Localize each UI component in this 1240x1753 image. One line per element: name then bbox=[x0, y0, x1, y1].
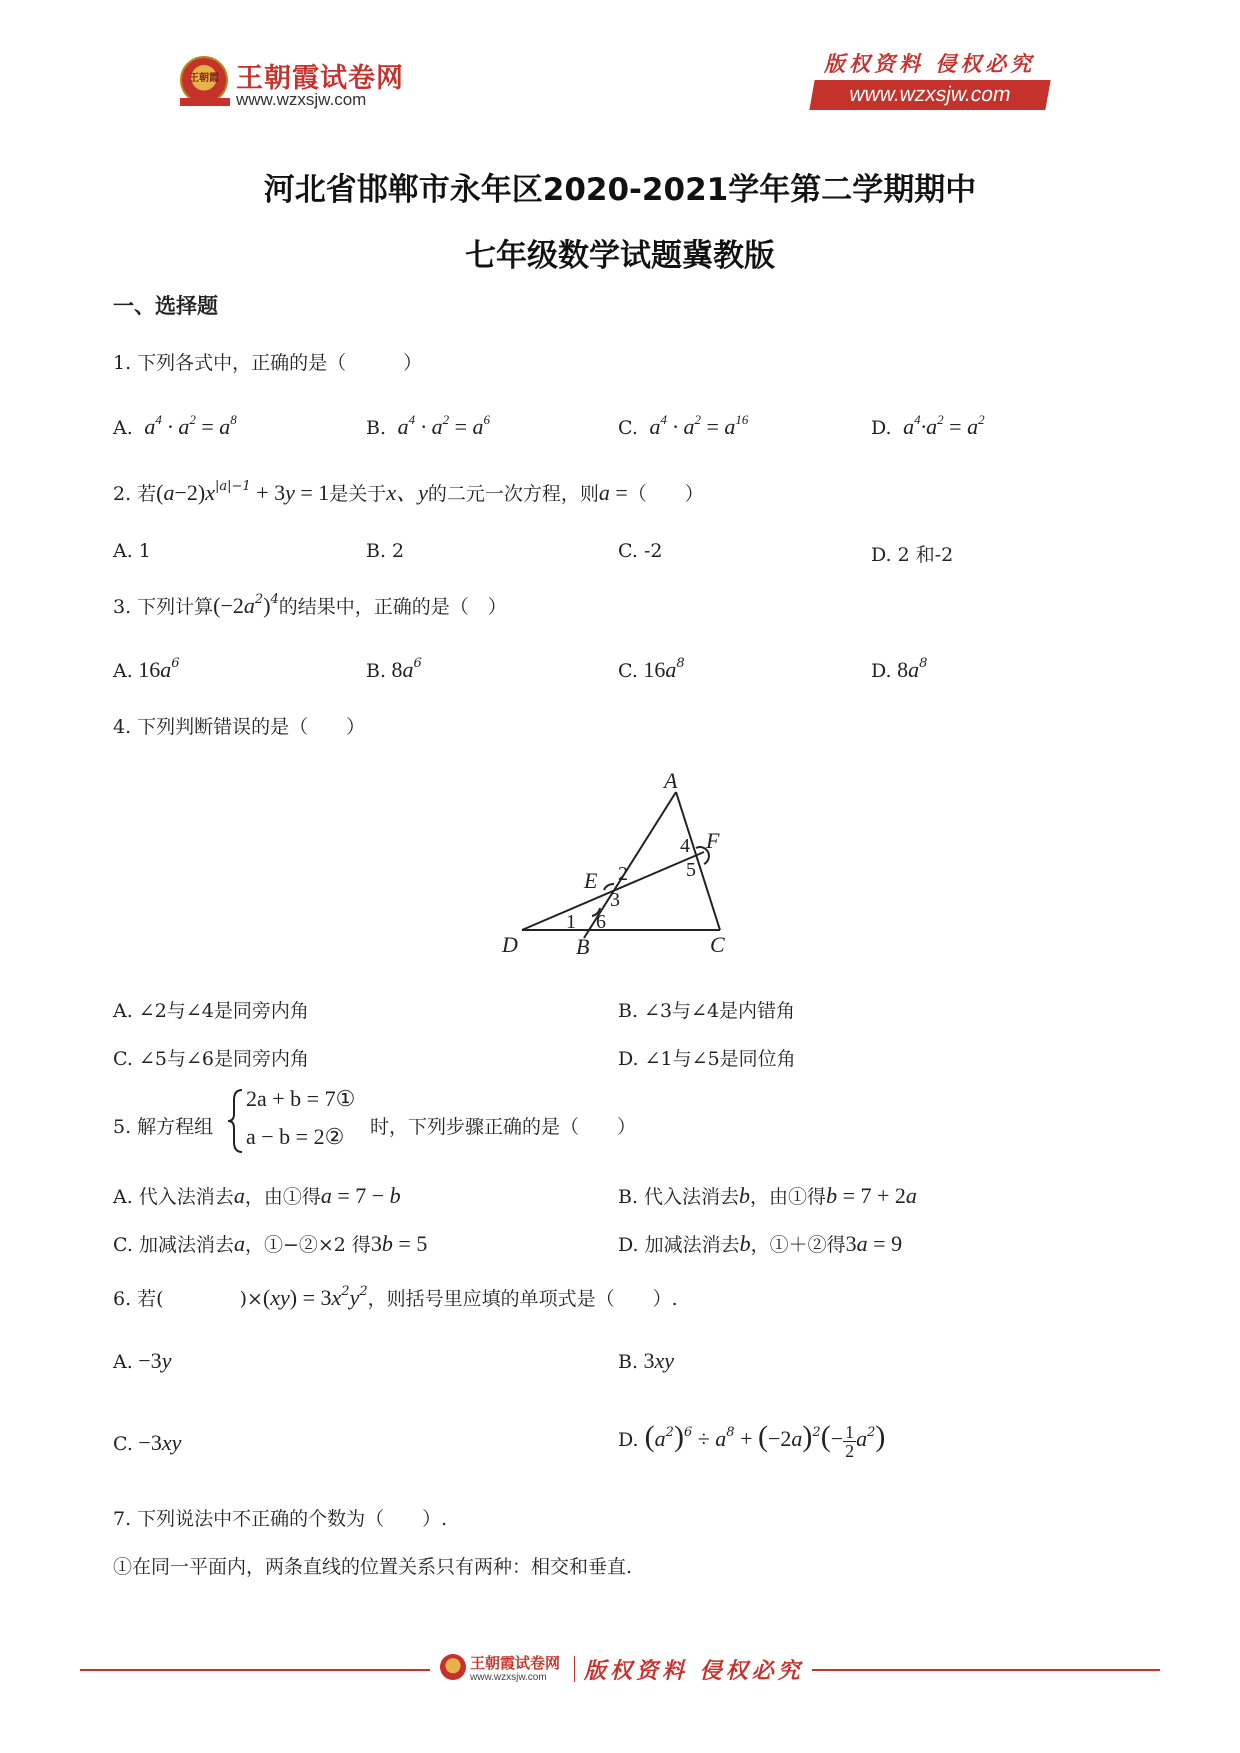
rights-url[interactable]: www.wzxsjw.com bbox=[809, 80, 1050, 110]
label-1: 1 bbox=[566, 911, 576, 933]
q6-option-a[interactable]: A. −3y bbox=[113, 1348, 172, 1373]
question-5-prefix: 5. 解方程组 bbox=[113, 1116, 214, 1138]
label-6: 6 bbox=[596, 911, 606, 933]
footer-logo-url[interactable]: www.wzxsjw.com bbox=[470, 1672, 547, 1683]
logo-url[interactable]: www.wzxsjw.com bbox=[236, 90, 367, 109]
q2-option-a[interactable]: A. 1 bbox=[113, 540, 151, 562]
footer-rights: 版权资料 侵权必究 bbox=[584, 1658, 804, 1684]
label-3: 3 bbox=[610, 889, 620, 911]
q4-option-b[interactable]: B. ∠3与∠4是内错角 bbox=[618, 1000, 796, 1022]
label-C: C bbox=[710, 932, 725, 957]
logo-name: 王朝霞试卷网 bbox=[236, 63, 404, 94]
option-letter: D. bbox=[871, 417, 892, 439]
section-heading: 一、选择题 bbox=[113, 294, 218, 318]
q4-option-a[interactable]: A. ∠2与∠4是同旁内角 bbox=[113, 1000, 309, 1022]
q2-option-d[interactable]: D. 2 和-2 bbox=[871, 544, 954, 566]
ribbon-icon bbox=[180, 98, 230, 106]
seal-text: 王朝霞 bbox=[189, 73, 219, 84]
footer-divider-right bbox=[812, 1669, 1160, 1671]
rights-text: 版权资料 侵权必究 bbox=[824, 51, 1036, 76]
option-letter: A. bbox=[113, 417, 133, 439]
q3-option-a[interactable]: A. $16a^6$ bbox=[113, 656, 180, 682]
question-7-stem: 7. 下列说法中不正确的个数为（ ）. bbox=[113, 1508, 448, 1530]
footer-logo bbox=[440, 1652, 810, 1688]
site-logo bbox=[180, 52, 420, 116]
question-7-item-1: ①在同一平面内，两条直线的位置关系只有两种：相交和垂直. bbox=[113, 1556, 633, 1578]
q4-option-d[interactable]: D. ∠1与∠5是同位角 bbox=[618, 1048, 796, 1070]
q2-option-c[interactable]: C. -2 bbox=[618, 540, 663, 562]
q3-option-b[interactable]: B. $8a^6$ bbox=[366, 656, 422, 682]
exam-subtitle: 七年级数学试题冀教版 bbox=[465, 238, 775, 274]
question-3-stem: 3. 下列计算$(-2a^2)^4$的结果中，正确的是（ ） bbox=[113, 592, 507, 618]
q1-option-d[interactable]: D. $a^4\cdot a^2 = a^2$ bbox=[871, 412, 985, 439]
q3-option-d[interactable]: D. $8a^8$ bbox=[871, 656, 928, 682]
label-B: B bbox=[576, 934, 590, 958]
system-equation-1: 2a + b = 7① bbox=[246, 1086, 356, 1111]
q5-option-b[interactable]: B. 代入法消去b，由①得b = 7 + 2a bbox=[618, 1183, 917, 1208]
q6-option-c[interactable]: C. −3xy bbox=[113, 1430, 182, 1455]
option-letter: B. bbox=[366, 417, 387, 439]
label-A: A bbox=[664, 768, 678, 793]
option-letter: C. bbox=[618, 417, 638, 439]
seal-icon bbox=[440, 1654, 466, 1680]
q1-option-c[interactable]: C. $a^4 \cdot a^2 = a^{16}$ bbox=[618, 412, 749, 439]
q5-option-a[interactable]: A. 代入法消去a，由①得a = 7 − b bbox=[113, 1183, 401, 1208]
footer-divider-left bbox=[80, 1669, 430, 1671]
q4-option-c[interactable]: C. ∠5与∠6是同旁内角 bbox=[113, 1048, 309, 1070]
footer-separator bbox=[574, 1656, 575, 1682]
label-2: 2 bbox=[618, 863, 628, 885]
exam-title: 河北省邯郸市永年区2020-2021学年第二学期期中 bbox=[263, 172, 977, 208]
q3-option-c[interactable]: C. $16a^8$ bbox=[618, 656, 685, 682]
label-5: 5 bbox=[686, 859, 696, 881]
footer-logo-name: 王朝霞试卷网 bbox=[470, 1654, 561, 1672]
q5-option-c[interactable]: C. 加减法消去a，①−②×2 得3b = 5 bbox=[113, 1231, 428, 1256]
label-E: E bbox=[584, 868, 598, 893]
q1-option-a[interactable]: A. $a^4 \cdot a^2 = a^8$ bbox=[113, 412, 237, 439]
q6-option-b[interactable]: B. 3xy bbox=[618, 1348, 675, 1373]
question-6-stem: 6. 若( )$\times(xy) = 3x^2y^2$，则括号里应填的单项式是（ ）. bbox=[113, 1284, 678, 1310]
question-1-stem: 1. 下列各式中，正确的是（ ） bbox=[113, 352, 423, 374]
label-F: F bbox=[706, 828, 720, 853]
q6-option-d[interactable]: D. $(a^2)^6 \div a^8 + (-2a)^2(-$ $\frac{1}{2}$ $a^2$) bbox=[618, 1420, 886, 1461]
q1-option-b[interactable]: B. $a^4 \cdot a^2 = a^6$ bbox=[366, 412, 490, 439]
question-4-stem: 4. 下列判断错误的是（ ） bbox=[113, 716, 366, 738]
question-2-stem: 2. 若$(a-2)x^{|a|-1} + 3y = 1$是关于x、y的二元一次方程，则a =（ ） bbox=[113, 479, 704, 505]
question-5-suffix: 时，下列步骤正确的是（ ） bbox=[370, 1116, 637, 1138]
label-D: D bbox=[502, 932, 518, 957]
geometry-figure bbox=[500, 768, 740, 958]
q2-option-b[interactable]: B. 2 bbox=[366, 540, 405, 562]
system-equation-2: a − b = 2② bbox=[246, 1124, 345, 1149]
brace-icon bbox=[226, 1088, 246, 1154]
q5-option-d[interactable]: D. 加减法消去b，①＋②得3a = 9 bbox=[618, 1231, 903, 1256]
copyright-banner bbox=[812, 48, 1048, 114]
label-4: 4 bbox=[680, 835, 690, 857]
